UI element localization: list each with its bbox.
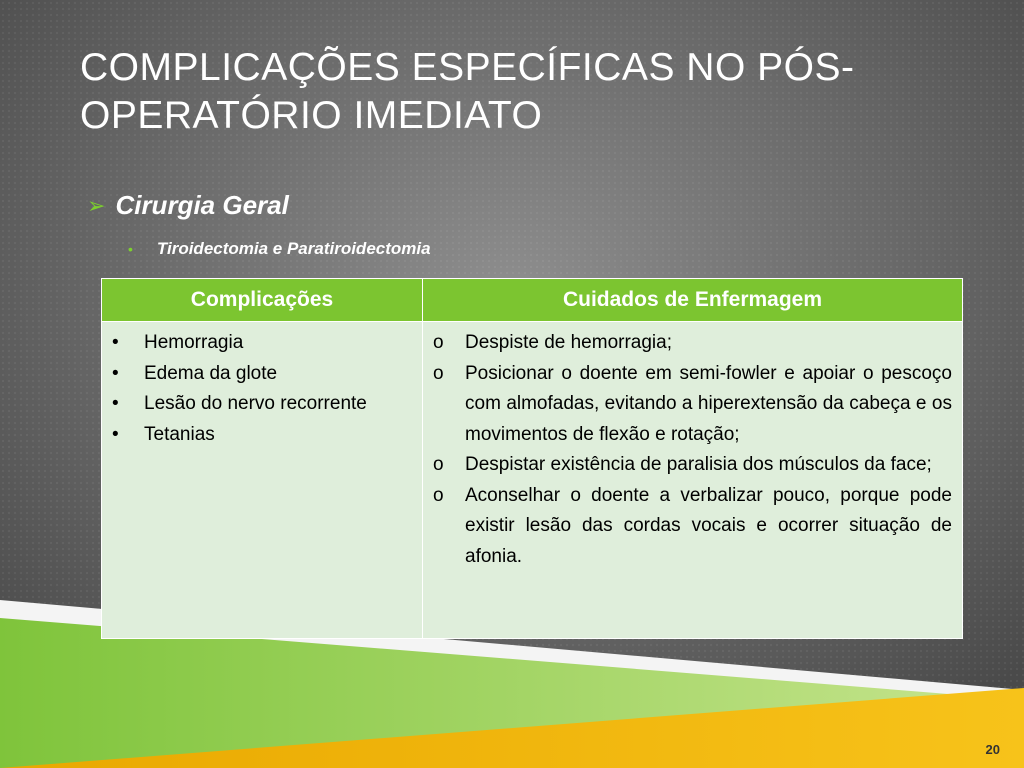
header-cuidados: Cuidados de Enfermagem (423, 279, 963, 322)
page-number: 20 (985, 742, 1000, 757)
complicacoes-cell (102, 322, 423, 639)
circle-bullet-icon: o (433, 332, 444, 353)
title-line-2: OPERATÓRIO IMEDIATO (80, 94, 543, 137)
header-complicacoes: Complicações (102, 279, 423, 322)
list-item: o Despistar existência de paralisia dos músculos da face; (433, 450, 952, 481)
circle-bullet-icon: o (433, 454, 444, 475)
bullet-level1-text: Cirurgia Geral (115, 190, 289, 220)
list-item: • Lesão do nervo recorrente (112, 389, 412, 420)
complicacoes-list (112, 328, 412, 450)
list-item: • Edema da glote (112, 359, 412, 390)
circle-bullet-icon: o (433, 484, 444, 506)
cuidados-list (433, 328, 952, 572)
list-item: • Hemorragia (112, 328, 412, 359)
cuidados-cell (423, 322, 963, 639)
bullet-icon: • (112, 423, 119, 445)
list-item: o Aconselhar o doente a verbalizar pouco, porque pode existir lesão das cordas vocais e ocorrer situação de afonia. (433, 481, 952, 573)
list-item: o Posicionar o doente em semi-fowler e apoiar o pescoço com almofadas, evitando a hiperextensão da cabeça e os movimentos de flexão e rotação; (433, 359, 952, 451)
arrow-bullet-icon: ➢ (87, 192, 106, 218)
bullet-icon: • (112, 332, 119, 353)
table-row (102, 322, 963, 639)
dot-bullet-icon: • (128, 241, 133, 257)
bullet-icon: • (112, 393, 119, 414)
bullet-icon: • (112, 362, 119, 384)
circle-bullet-icon: o (433, 362, 444, 384)
list-item: o Despiste de hemorragia; (433, 328, 952, 359)
table-header-row (102, 279, 963, 322)
list-item: • Tetanias (112, 420, 412, 451)
title-line-1: COMPLICAÇÕES ESPECÍFICAS NO PÓS- (80, 46, 855, 89)
complications-table (101, 278, 963, 639)
bullet-level2-text: Tiroidectomia e Paratiroidectomia (156, 239, 431, 258)
